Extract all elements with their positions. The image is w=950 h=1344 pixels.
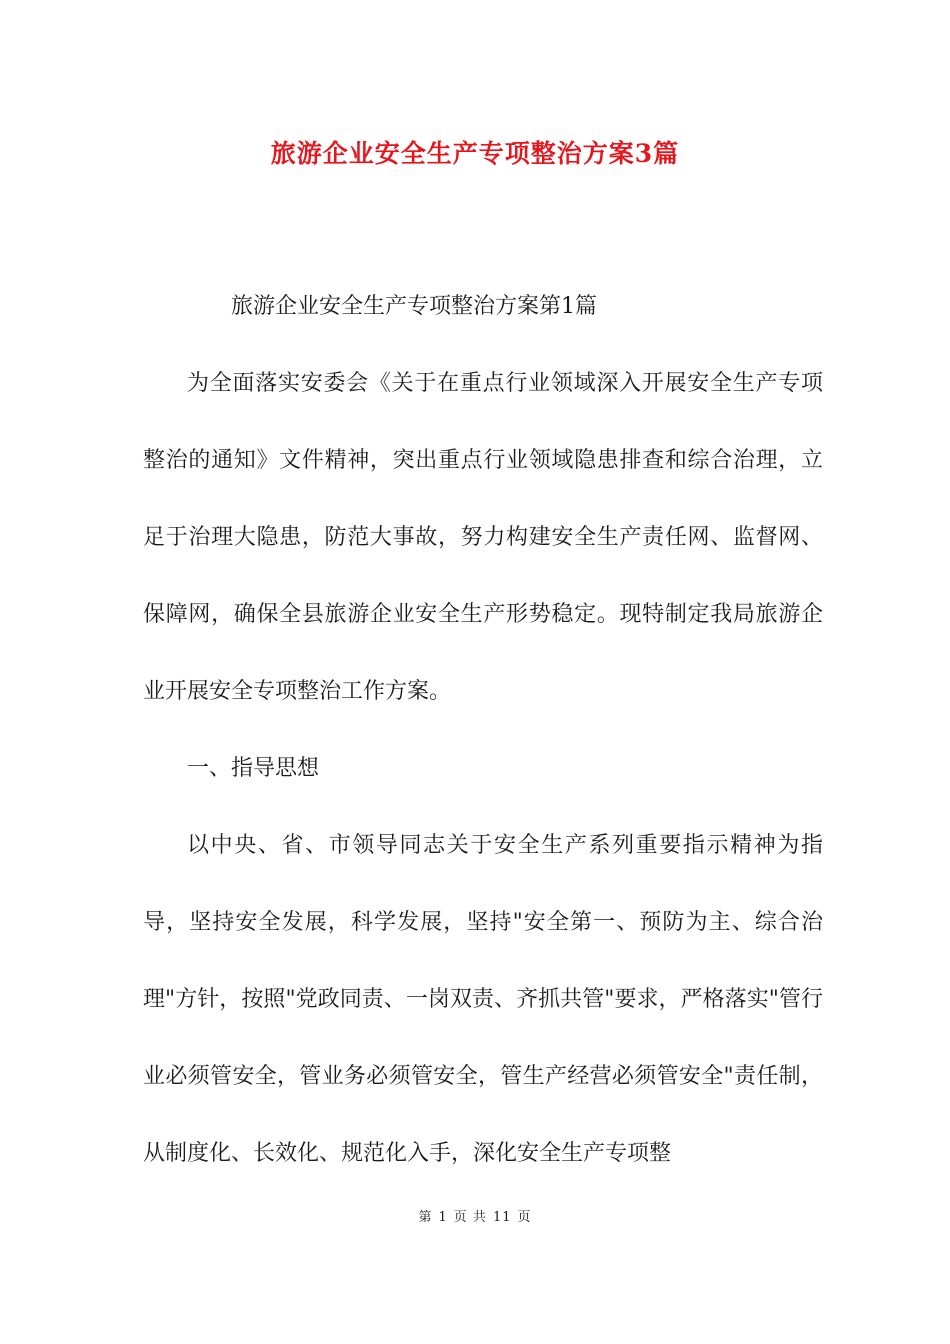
footer-current-page: 1 — [438, 1210, 448, 1225]
section-heading-guiding-ideology: 一、指导思想 — [187, 756, 320, 781]
document-title: 旅游企业安全生产专项整治方案3篇 — [270, 139, 680, 168]
footer-middle: 页 共 — [453, 1210, 487, 1225]
footer-total-pages: 11 — [492, 1210, 512, 1225]
footer-suffix: 页 — [517, 1210, 532, 1225]
page-footer — [0, 1208, 950, 1228]
section-subtitle: 旅游企业安全生产专项整治方案第1篇 — [231, 294, 597, 319]
footer-prefix: 第 — [418, 1210, 433, 1225]
document-body — [143, 268, 823, 1192]
guiding-ideology-paragraph: 以中央、省、市领导同志关于安全生产系列重要指示精神为指导，坚持安全发展，科学发展，坚持"安全第一、预防为主、综合治理"方针，按照"党政同责、一岗双责、齐抓共管"要求，严格落实"管行业必须管安全，管业务必须管安全，管生产经营必须管安全"责任制，从制度化、长效化、规范化入手，深化安全生产专项整 — [143, 833, 823, 1166]
intro-paragraph: 为全面落实安委会《关于在重点行业领域深入开展安全生产专项整治的通知》文件精神，突出重点行业领域隐患排查和综合治理，立足于治理大隐患，防范大事故，努力构建安全生产责任网、监督网、保障网，确保全县旅游企业安全生产形势稳定。现特制定我局旅游企业开展安全专项整治工作方案。 — [143, 371, 823, 704]
